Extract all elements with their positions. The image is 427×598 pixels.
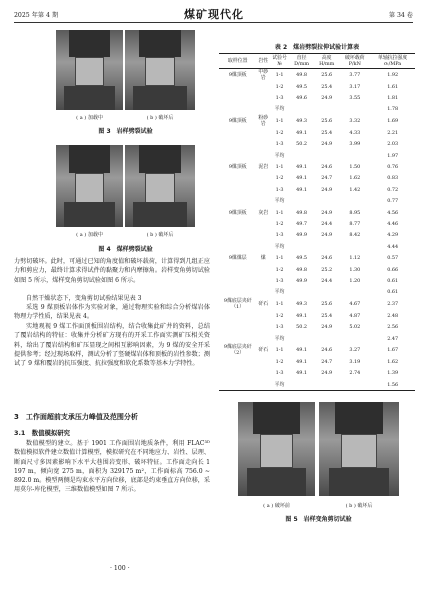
table2-cell: 1.39: [387, 370, 399, 377]
table2-cell: 矸石: [258, 347, 269, 354]
table2-cell: 49.1: [296, 175, 308, 182]
table2-cell: 50.2: [296, 324, 308, 331]
table2-cell: 0.77: [387, 198, 399, 205]
table2-cell: 24.9: [321, 324, 333, 331]
table2-cell: [314, 333, 339, 344]
table2-cell: 中砂岩: [258, 69, 269, 81]
paragraph-5: 数值模型的建立。基于 1901 工作面围岩地质条件，利用 FLAC³ᴰ 数值模拟软件建立数值计算模型，模拟研究在不同地应力、岩性、层理、断面尺寸多因素影响下水平大巷围岩变形、破坏特征。工作面走向长 1 197 m，倾向宽 275 m，面积为 329175 m²，工作面标高 756.0 ~ 892.0 m。模型两侧是均束水平方向位移，底部是约束垂直方向位移，采用莫尔-库伦模型，三维数值模型如图 7 所示。: [14, 440, 210, 494]
table2-cell: 1-1: [275, 347, 284, 354]
table2-cell: [256, 275, 270, 286]
table2-cell: 9煤顶板: [228, 164, 247, 171]
table2-cell: [339, 379, 370, 391]
table2-cell: 24.9: [321, 95, 333, 102]
table2-cell: 矸石: [258, 301, 269, 308]
table2-cell: [314, 287, 339, 298]
table2-cell: 49.1: [296, 186, 308, 193]
figure4-subcaption-b: ( b ) 破坏后: [146, 232, 174, 238]
table2-cell: 0.61: [387, 289, 399, 296]
table2-cell: 1-2: [275, 358, 284, 365]
table2-cell: 1.12: [349, 255, 361, 262]
table2-cell: [289, 333, 314, 344]
table2-cell: 49.9: [296, 277, 308, 284]
table2-header-cell: 单轴抗拉强度 σₜ/MPa: [370, 54, 415, 69]
table2-cell: 1-2: [275, 83, 284, 90]
table2-cell: [219, 184, 256, 195]
table2-cell: 25.6: [321, 72, 333, 78]
figure3-photo-b: [125, 30, 195, 110]
table2-header-cell: 破坏载荷 P/kN: [339, 54, 370, 69]
table2-cell: 8.95: [349, 209, 361, 216]
table2-cell: 1.78: [387, 106, 399, 113]
table2-cell: [256, 230, 270, 241]
table2-header-cell: 直径 D/mm: [289, 54, 314, 69]
table2-cell: [289, 379, 314, 391]
table-row: [219, 81, 415, 92]
table2-cell: [339, 333, 370, 344]
table2-header-cell: 岩性: [256, 54, 270, 69]
figure4-photo-b: [125, 145, 195, 227]
table2-cell: 4.56: [387, 209, 399, 216]
table2-cell: 灰岩: [258, 209, 269, 216]
table2-cell: [219, 218, 256, 229]
table-row: [219, 139, 415, 150]
paragraph-1: 力劈切破坏。此时，可通过已知的角度值和破坏载荷，计算得到几组正应力和剪应力，最终计算求得试件的黏聚力和内摩擦角。岩样变角剪切试验如图 5 所示，煤样变角剪切试验如图 6 所示。: [14, 258, 210, 284]
table2-cell: 49.5: [296, 83, 308, 90]
figure5-subcaption-a: ( a ) 破坏前: [263, 503, 290, 509]
table-row: [219, 115, 415, 127]
table2-cell: 4.46: [387, 220, 399, 227]
table2-cell: 25.6: [321, 118, 333, 125]
table2-cell: 1-3: [275, 324, 284, 331]
table2-cell: [314, 241, 339, 252]
table2-cell: 1.69: [387, 118, 399, 125]
figure5-photo-a: [238, 402, 315, 496]
table2-cell: 24.6: [321, 164, 333, 171]
page-number: · 100 ·: [110, 565, 130, 572]
table2-cell: 1-1: [275, 72, 284, 78]
table2-cell: 25.4: [321, 129, 333, 136]
table2-cell: 1-1: [275, 118, 284, 125]
table2-cell: [256, 310, 270, 321]
table-row: [219, 333, 415, 344]
figure3-caption: 图 3 岩样劈裂试验: [98, 128, 153, 135]
table2-cell: 2.37: [387, 301, 399, 308]
table2-cell: 1-1: [275, 164, 284, 171]
table2-cell: [256, 104, 270, 115]
table-row: [219, 356, 415, 367]
figure4-photo-a: [56, 145, 123, 227]
table2-cell: 49.3: [296, 118, 308, 125]
table2-cell: 24.9: [321, 209, 333, 216]
table2-cell: 24.7: [321, 175, 333, 182]
table-row: [219, 173, 415, 184]
table2-cell: 24.4: [321, 220, 333, 227]
table2-cell: [256, 321, 270, 332]
table2-cell: [339, 287, 370, 298]
table2-cell: [219, 287, 256, 298]
table2-cell: 9煤底层夹矸（1）: [223, 298, 252, 311]
table2-cell: [314, 379, 339, 391]
table-row: [219, 310, 415, 321]
table2-cell: 1-1: [275, 209, 284, 216]
table2-cell: [219, 264, 256, 275]
figure4-caption: 图 4 煤样劈裂试验: [98, 246, 153, 253]
table2-cell: 8.77: [349, 220, 361, 227]
table2-header-cell: 高度 H/mm: [314, 54, 339, 69]
table2-cell: [256, 356, 270, 367]
table2-cell: 3.19: [349, 358, 361, 365]
table2-cell: 1.30: [349, 266, 361, 273]
table2-cell: 25.2: [321, 266, 333, 273]
table2-cell: 3.27: [349, 347, 361, 354]
table2-cell: [289, 150, 314, 161]
table-row: [219, 184, 415, 195]
table2-cell: [219, 275, 256, 286]
header-rule: [14, 22, 413, 23]
table2-cell: 1-2: [275, 220, 284, 227]
table2-cell: 1-2: [275, 312, 284, 319]
table2-cell: 49.1: [296, 164, 308, 171]
table-row: [219, 264, 415, 275]
table2-cell: [256, 150, 270, 161]
table2-cell: 24.9: [321, 370, 333, 377]
table2-cell: 49.5: [296, 255, 308, 262]
table2-cell: [219, 92, 256, 103]
table2-cell: [219, 150, 256, 161]
table2-cell: 25.4: [321, 312, 333, 319]
table2-cell: [314, 104, 339, 115]
table2-cell: 0.61: [387, 277, 399, 284]
table2-cell: 9煤顶板: [228, 118, 247, 125]
table2-cell: 3.55: [349, 95, 361, 102]
volume-label: 第 34 卷: [388, 12, 413, 19]
table2-cell: [256, 368, 270, 379]
table2-cell: 0.57: [387, 255, 399, 262]
table2-cell: [289, 104, 314, 115]
figure3-subcaption-b: ( b ) 破坏后: [146, 115, 174, 121]
running-header: [14, 6, 413, 22]
table2-cell: [339, 150, 370, 161]
figure5-caption: 图 5 岩样变角剪切试验: [285, 516, 352, 523]
table-row: [219, 230, 415, 241]
table2-cell: 1-2: [275, 129, 284, 136]
table2-cell: 1.97: [387, 152, 399, 159]
table2-cell: [256, 173, 270, 184]
table2-cell: [219, 321, 256, 332]
table-row: [219, 344, 415, 356]
table2-cell: 2.21: [387, 129, 399, 136]
table2-cell: [219, 241, 256, 252]
table2-cell: 3.99: [349, 141, 361, 148]
table2-cell: [256, 196, 270, 207]
table2-cell: [289, 196, 314, 207]
table2-cell: 2.56: [387, 324, 399, 331]
table2-cell: [256, 92, 270, 103]
table2-cell: [219, 230, 256, 241]
table2-cell: 泥岩: [258, 164, 269, 171]
table2-cell: 1.61: [387, 83, 399, 90]
table-row: [219, 150, 415, 161]
table2-cell: 煤: [260, 255, 266, 262]
table2-cell: [219, 196, 256, 207]
table2-cell: 平均: [274, 198, 285, 205]
table2-cell: 1.42: [349, 186, 361, 193]
table2-cell: 49.1: [296, 370, 308, 377]
table2: [219, 53, 415, 391]
table2-cell: 1-3: [275, 186, 284, 193]
table2-cell: 2.47: [387, 335, 399, 342]
figure3-photo-a: [56, 30, 123, 110]
issue-label: 2025 年第 4 期: [14, 12, 59, 19]
figure4-subcaption-a: ( a ) 加载中: [76, 232, 103, 238]
paragraph-2: 自然干燥状态下，变角剪切试验结果见表 3: [26, 295, 142, 302]
table-row: [219, 92, 415, 103]
table2-cell: 1-3: [275, 370, 284, 377]
table-row: [219, 161, 415, 172]
table2-cell: 49.1: [296, 358, 308, 365]
table2-cell: 1.56: [370, 379, 415, 391]
table2-cell: [289, 241, 314, 252]
table2-cell: 平均: [274, 335, 285, 342]
table2-cell: 1.62: [349, 175, 361, 182]
table-row: [219, 104, 415, 115]
figure5-photo-b: [319, 402, 399, 496]
section-3-heading: 3 工作面超前支承压力峰值及范围分析: [14, 413, 138, 421]
table2-cell: [256, 264, 270, 275]
table2-cell: 1.81: [387, 95, 399, 102]
table2-cell: 0.72: [387, 186, 399, 193]
table2-cell: 2.48: [387, 312, 399, 319]
table2-cell: 49.3: [296, 301, 308, 308]
table2-cell: 1-3: [275, 232, 284, 239]
table2-cell: [339, 104, 370, 115]
table2-cell: [219, 127, 256, 138]
table2-cell: [219, 81, 256, 92]
table2-cell: 9煤底层夹矸（2）: [223, 344, 252, 357]
table2-cell: 平均: [270, 379, 289, 391]
section-3-1-heading: 3.1 数值模拟研究: [14, 429, 71, 437]
table2-cell: [219, 104, 256, 115]
table2-cell: 平均: [274, 289, 285, 296]
table2-cell: 24.9: [321, 186, 333, 193]
table2-cell: 1-2: [275, 175, 284, 182]
table-row: [219, 207, 415, 218]
table-row: [219, 218, 415, 229]
table2-cell: 49.8: [296, 72, 308, 78]
table2-cell: [219, 368, 256, 379]
table2-caption: 表 2 煤岩劈裂拉伸试验计算表: [274, 44, 360, 51]
table2-cell: 9煤煤层: [228, 255, 247, 262]
table2-cell: 0.66: [387, 266, 399, 273]
paragraph-4: 实地观视 9 煤工作面顶板围岩结构，结合收集此矿井的资料，总结了覆岩结构的特征：收集并分析矿方现有的开采工作面实测矿压相关资料，给出了覆岩结构和矿压显现之间相互影响因素，为 9 煤的安全开采提供参考；经过现场取样，测试分析了竖硬煤岩体和顶板的岩性参数；测试了 9 煤和覆岩的抗压强度、抗拉强度和软化系数等基本力学特性。: [14, 323, 210, 368]
table2-cell: 3.32: [349, 118, 361, 125]
table2-cell: 平均: [274, 243, 285, 250]
table2-cell: 49.1: [296, 347, 308, 354]
table2-cell: 49.6: [296, 95, 308, 102]
table2-cell: [256, 184, 270, 195]
table-row: [219, 368, 415, 379]
table2-cell: [219, 379, 256, 391]
table2-cell: 24.7: [321, 358, 333, 365]
table2-cell: 5.02: [349, 324, 361, 331]
table2-cell: [219, 333, 256, 344]
table2-cell: [256, 241, 270, 252]
table2-cell: [256, 333, 270, 344]
table2-cell: 25.6: [321, 301, 333, 308]
table2-cell: [219, 310, 256, 321]
table2-cell: [256, 81, 270, 92]
table2-cell: 2.74: [349, 370, 361, 377]
table2-cell: 49.8: [296, 266, 308, 273]
table2-cell: [289, 287, 314, 298]
table-row: [219, 379, 415, 391]
table2-cell: 49.1: [296, 312, 308, 319]
table2-cell: 1-1: [275, 301, 284, 308]
figure3-subcaption-a: ( a ) 加载中: [76, 115, 103, 121]
table2-cell: 49.7: [296, 220, 308, 227]
journal-title: 煤矿现代化: [184, 8, 244, 21]
table2-cell: 4.44: [387, 243, 399, 250]
table2-cell: 8.42: [349, 232, 361, 239]
table2-cell: 1.67: [387, 347, 399, 354]
table2-cell: [256, 218, 270, 229]
table2-header-cell: 试验号 №: [270, 54, 289, 69]
table2-cell: 3.77: [349, 72, 361, 78]
table2-cell: 50.2: [296, 141, 308, 148]
table2-cell: 24.6: [321, 255, 333, 262]
table2-cell: 粉砂岩: [258, 115, 269, 128]
table-row: [219, 298, 415, 310]
table2-cell: 49.9: [296, 232, 308, 239]
table-row: [219, 321, 415, 332]
table2-cell: 24.9: [321, 232, 333, 239]
table2-cell: 25.4: [321, 83, 333, 90]
table2-cell: 49.8: [296, 209, 308, 216]
table2-cell: 4.67: [349, 301, 361, 308]
table2-cell: 9煤顶板: [228, 209, 247, 216]
table2-cell: 24.6: [321, 347, 333, 354]
table2-cell: [256, 139, 270, 150]
table2-cell: 1-1: [275, 255, 284, 262]
table-row: [219, 69, 415, 82]
table2-cell: 3.17: [349, 83, 361, 90]
table2-cell: [339, 241, 370, 252]
table2-cell: 9煤顶板: [228, 72, 247, 78]
table2-cell: 1.20: [349, 277, 361, 284]
table2-body: [219, 69, 415, 391]
table-row: [219, 196, 415, 207]
figure5-subcaption-b: ( b ) 破坏后: [345, 503, 373, 509]
table2-cell: [314, 196, 339, 207]
table2-cell: 4.87: [349, 312, 361, 319]
table-row: [219, 241, 415, 252]
table2-header-cell: 取样位置: [219, 54, 256, 69]
table-row: [219, 287, 415, 298]
table2-cell: 4.33: [349, 129, 361, 136]
table2-cell: [256, 379, 270, 391]
table2-cell: [219, 173, 256, 184]
table2-cell: 1-2: [275, 266, 284, 273]
table-row: [219, 252, 415, 263]
table2-cell: 24.4: [321, 277, 333, 284]
table2-cell: 49.1: [296, 129, 308, 136]
table2-cell: 4.29: [387, 232, 399, 239]
table2-cell: 平均: [274, 152, 285, 159]
table2-cell: [219, 139, 256, 150]
table-row: [219, 127, 415, 138]
table2-cell: 1.92: [387, 72, 399, 78]
table2-cell: 2.03: [387, 141, 399, 148]
table2-cell: [339, 196, 370, 207]
table2-cell: [256, 127, 270, 138]
paragraph-3: 采选 9 煤顶板岩体作为实验对象，通过物理实验和综合分析煤岩体物理力学性质，结果见表 4。: [14, 304, 210, 321]
table2-cell: [256, 287, 270, 298]
table2-cell: 0.83: [387, 175, 399, 182]
table2-cell: 1-3: [275, 95, 284, 102]
table2-cell: [219, 356, 256, 367]
table2-cell: 1.50: [349, 164, 361, 171]
table-row: [219, 275, 415, 286]
table2-header-row: [219, 54, 415, 69]
table2-cell: 平均: [274, 106, 285, 113]
table2-cell: 0.76: [387, 164, 399, 171]
table2-cell: 1.62: [387, 358, 399, 365]
table2-cell: 1-3: [275, 277, 284, 284]
table2-cell: 24.9: [321, 141, 333, 148]
table2-cell: [314, 150, 339, 161]
table2-cell: 1-3: [275, 141, 284, 148]
